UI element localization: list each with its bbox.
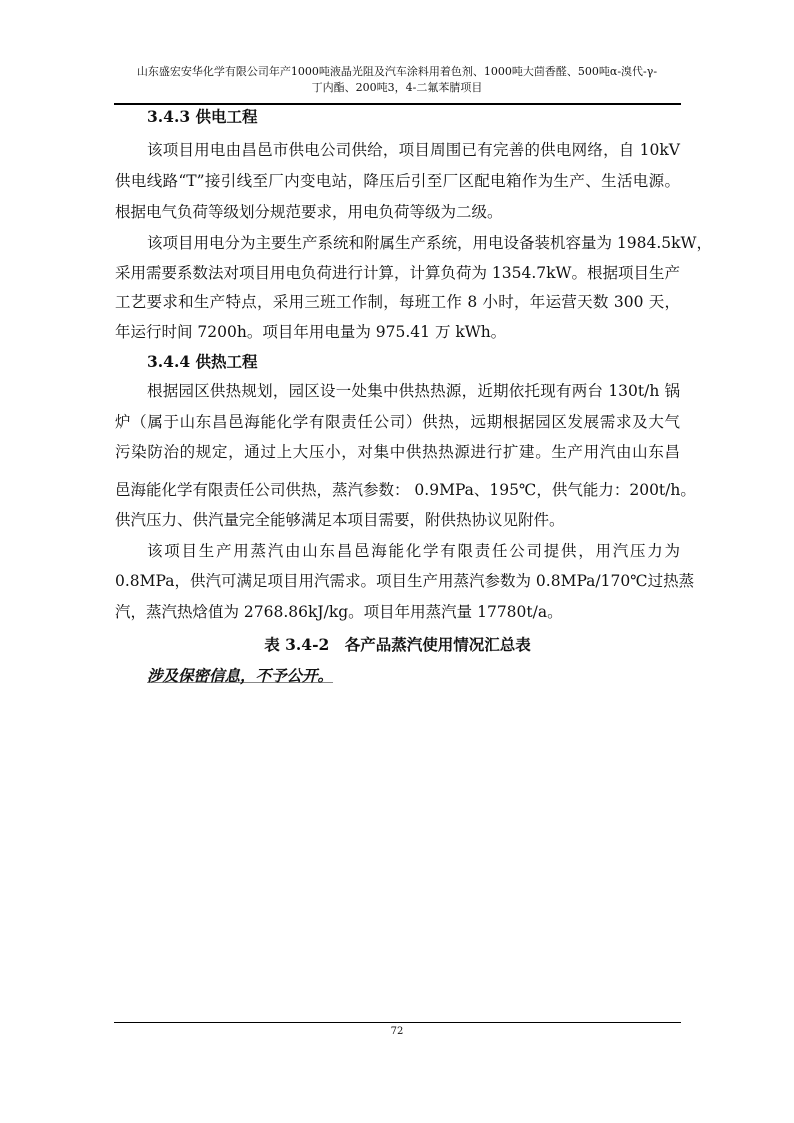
header-rule [114, 103, 681, 105]
paragraph-line: 根据园区供热规划，园区设一处集中供热热源，近期依托现有两台 130t/h 锅 [147, 382, 680, 400]
paragraph-line: 根据电气负荷等级划分规范要求，用电负荷等级为二级。 [115, 203, 503, 221]
paragraph-line: 该项目用电分为主要生产系统和附属生产系统，用电设备装机容量为 1984.5kW， [147, 234, 712, 252]
header-line-2: 丁内酯、200吨3，4-二氟苯腈项目 [311, 81, 483, 94]
paragraph-line: 工艺要求和生产特点，采用三班工作制，每班工作 8 小时，年运营天数 300 天， [115, 293, 680, 311]
paragraph-line: 0.8MPa，供汽可满足项目用汽需求。项目生产用蒸汽参数为 0.8MPa/170℃过热蒸 [115, 572, 695, 590]
paragraph-line: 汽，蒸汽热焓值为 2768.86kJ/kg。项目年用蒸汽量 17780t/a。 [115, 603, 563, 621]
paragraph-line: 该项目用电由昌邑市供电公司供给，项目周围已有完善的供电网络，自 10kV [147, 141, 680, 159]
paragraph-line: 该项目生产用蒸汽由山东昌邑海能化学有限责任公司提供，用汽压力为 [147, 542, 680, 560]
section-heading-heat: 3.4.4 供热工程 [147, 352, 258, 371]
paragraph-line: 供汽压力、供汽量完全能够满足本项目需要，附供热协议见附件。 [115, 511, 565, 529]
paragraph-line: 炉（属于山东昌邑海能化学有限责任公司）供热，远期根据园区发展需求及大气 [115, 413, 680, 431]
running-header [112, 64, 682, 96]
page-number: 72 [390, 1026, 404, 1037]
table-caption: 表 3.4-2 各产品蒸汽使用情况汇总表 [264, 635, 531, 654]
header-line-1: 山东盛宏安华化学有限公司年产1000吨液晶光阻及汽车涂料用着色剂、1000吨大茴香醛、500吨α-溴代-γ- [136, 65, 658, 78]
paragraph-line: 采用需要系数法对项目用电负荷进行计算，计算负荷为 1354.7kW。根据项目生产 [115, 264, 680, 282]
paragraph-line: 年运行时间 7200h。项目年用电量为 975.41 万 kWh。 [115, 323, 507, 341]
footer-rule [114, 1022, 681, 1023]
section-heading-power: 3.4.3 供电工程 [147, 107, 258, 126]
paragraph-line: 污染防治的规定，通过上大压小，对集中供热热源进行扩建。生产用汽由山东昌 [115, 443, 680, 461]
confidential-note: 涉及保密信息，不予公开。 [147, 666, 334, 685]
paragraph-line: 供电线路“T”接引线至厂内变电站，降压后引至厂区配电箱作为生产、生活电源。 [115, 172, 680, 190]
paragraph-line: 邑海能化学有限责任公司供热，蒸汽参数： 0.9MPa、195℃，供气能力：200t/h。 [115, 481, 696, 499]
